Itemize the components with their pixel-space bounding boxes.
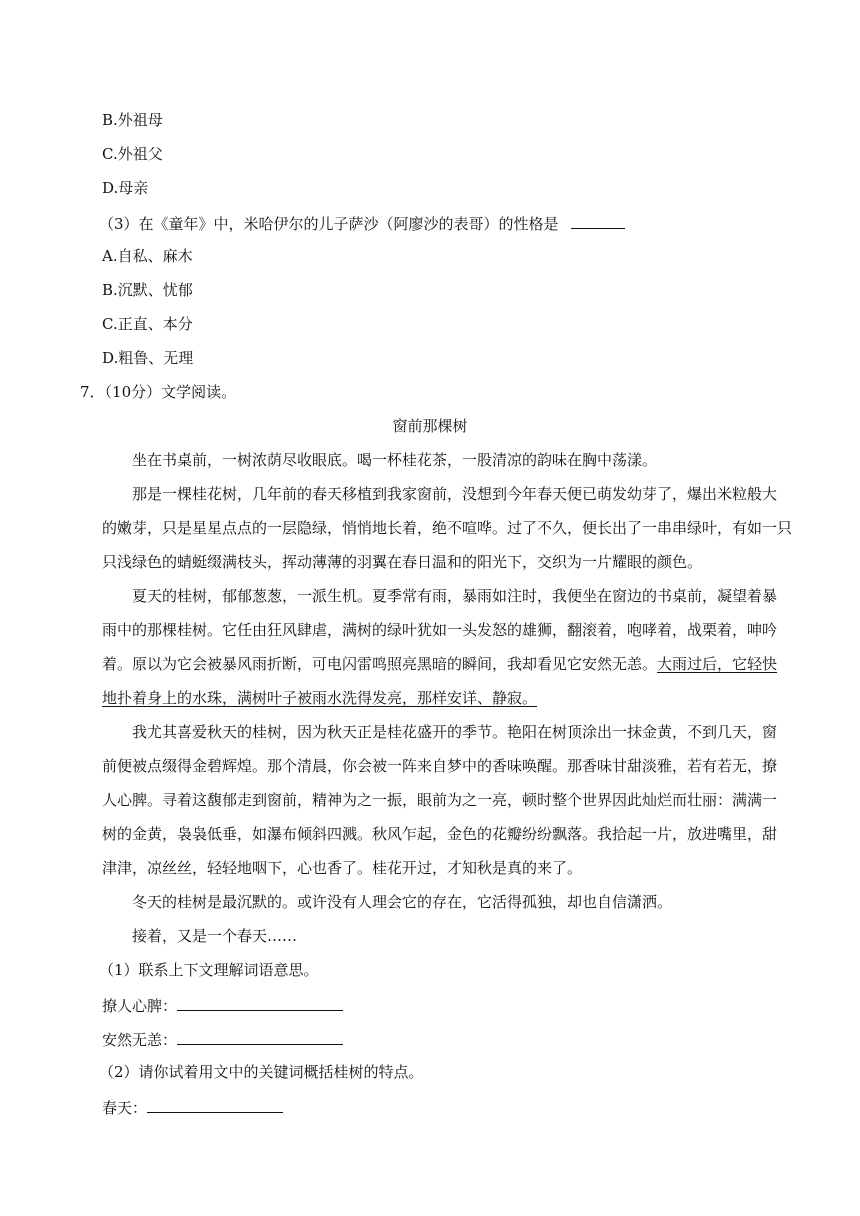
q6-option-c: C.外祖父 [102,145,163,163]
spring-row [102,1096,283,1118]
q6-sub3-option-a: A.自私、麻木 [102,247,193,265]
q7-sub2-question: （2）请你试着用文中的关键词概括桂树的特点。 [99,1063,424,1081]
q6-sub3-question [99,212,625,234]
passage-p3-line1: 夏天的桂树，郁郁葱葱，一派生机。夏季常有雨，暴雨如注时，我便坐在窗边的书桌前，凝望着暴 [132,587,778,605]
passage-p4-line1: 我尤其喜爱秋天的桂树，因为秋天正是桂花盛开的季节。艳阳在树顶涂出一抹金黄，不到几天，窗 [132,723,778,741]
word1-answer-blank[interactable] [177,994,343,1011]
q6-sub3-text: （3）在《童年》中，米哈伊尔的儿子萨沙（阿廖沙的表哥）的性格是 [99,215,559,233]
passage-p4-line5: 津津，凉丝丝，轻轻地咽下，心也香了。桂花开过，才知秋是真的来了。 [102,859,583,877]
passage-p3-line3 [102,654,777,674]
passage-p1: 坐在书桌前，一树浓荫尽收眼底。喝一杯桂花茶，一股清凉的韵味在胸中荡漾。 [132,451,658,469]
q7-sub1-question: （1）联系上下文理解词语意思。 [99,961,319,979]
passage-p6: 接着，又是一个春天…… [132,927,298,945]
q6-option-d: D.母亲 [102,179,149,197]
q7-header: 7．（10分）文学阅读。 [80,383,237,401]
passage-p3-line2: 雨中的那棵桂树。它任由狂风肆虐，满树的绿叶犹如一头发怒的雄狮，翻滚着，咆哮着，战栗着，呻吟 [102,621,778,639]
passage-p2-line1: 那是一棵桂花树，几年前的春天移植到我家窗前，没想到今年春天便已萌发幼芽了，爆出米粒般大 [132,485,778,503]
q6-sub3-answer-blank[interactable] [571,212,625,229]
passage-p4-line3: 人心脾。寻着这馥郁走到窗前，精神为之一振，眼前为之一亮，顿时整个世界因此灿烂而壮丽：满满一 [102,791,778,809]
q6-sub3-option-c: C.正直、本分 [102,315,193,333]
passage-p4-line2: 前便被点缀得金碧辉煌。那个清晨，你会被一阵来自梦中的香味唤醒。那香味甘甜淡雅，若有若无，撩 [102,757,778,775]
word1-row [102,994,343,1016]
passage-p4-line4: 树的金黄，袅袅低垂，如瀑布倾斜四溅。秋风乍起，金色的花瓣纷纷飘落。我拾起一片，放进嘴里，甜 [102,825,778,843]
q6-option-b: B.外祖母 [102,111,163,129]
q6-sub3-option-d: D.粗鲁、无理 [102,349,194,367]
spring-answer-blank[interactable] [147,1096,283,1113]
passage-title: 窗前那棵树 [392,417,468,435]
passage-p2-line2: 的嫩芽，只是星星点点的一层隐绿，悄悄地长着，绝不喧哗。过了不久，便长出了一串串绿叶，有如一只 [102,519,793,537]
word2-label: 安然无恙： [102,1031,178,1049]
underlined-sentence-part2: 地扑着身上的水珠，满树叶子被雨水洗得发亮，那样安详、静寂。 [102,689,538,707]
passage-p3-line3-text: 着。原以为它会被暴风雨折断，可电闪雷鸣照亮黑暗的瞬间，我却看见它安然无恙。 [102,655,658,673]
spring-label: 春天： [102,1099,148,1117]
q6-sub3-option-b: B.沉默、忧郁 [102,281,193,299]
passage-p5: 冬天的桂树是最沉默的。或许没有人理会它的存在，它活得孤独，却也自信潇洒。 [132,893,673,911]
word2-row [102,1028,343,1050]
underlined-sentence-part1: 大雨过后，它轻快 [657,655,778,673]
word2-answer-blank[interactable] [177,1028,343,1045]
word1-label: 撩人心脾： [102,997,178,1015]
passage-p2-line3: 只浅绿色的蜻蜓缀满枝头，挥动薄薄的羽翼在春日温和的阳光下，交织为一片耀眼的颜色。 [102,553,703,571]
